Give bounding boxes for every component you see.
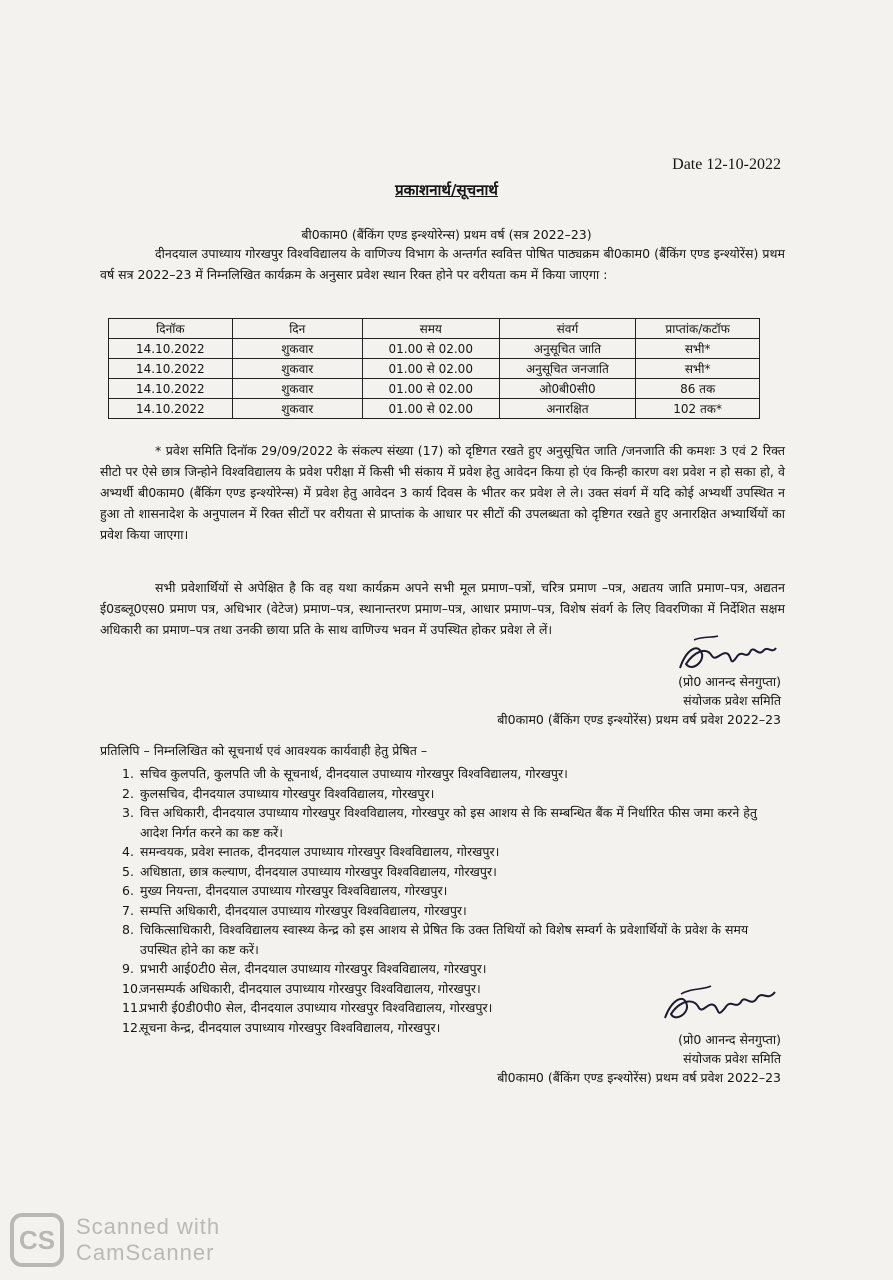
list-text: जनसम्पर्क अधिकारी, दीनदयाल उपाध्याय गोरखपुर विश्वविद्यालय, गोरखपुर। <box>140 980 481 996</box>
list-number: 7. <box>122 902 134 918</box>
cell-date: 14.10.2022 <box>109 399 233 419</box>
list-number: 8. <box>122 922 134 937</box>
document-date: Date 12-10-2022 <box>672 156 781 173</box>
col-header-date: दिनॉक <box>109 319 233 339</box>
table-header-row <box>109 319 760 339</box>
list-number: 10. <box>122 980 142 996</box>
list-text: प्रभारी आई0टी0 सेल, दीनदयाल उपाध्याय गोरखपुर विश्वविद्यालय, गोरखपुर। <box>140 961 487 976</box>
list-number: 12. <box>122 1019 142 1035</box>
table-row <box>109 339 760 359</box>
list-number: 6. <box>122 883 134 898</box>
list-item <box>100 901 760 921</box>
list-text: सचिव कुलपति, कुलपति जी के सूचनार्थ, दीनदयाल उपाध्याय गोरखपुर विश्वविद्यालय, गोरखपुर। <box>140 766 568 781</box>
col-header-time: समय <box>362 319 499 339</box>
list-item <box>100 803 760 842</box>
list-number: 4. <box>122 844 134 859</box>
signatory-program: बी0काम0 (बैंकिंग एण्ड इन्श्योरेंस) प्रथम वर्ष प्रवेश 2022–23 <box>497 712 781 727</box>
col-header-day: दिन <box>232 319 362 339</box>
col-header-category: संवर्ग <box>499 319 636 339</box>
signature-block-2 <box>497 1030 781 1087</box>
list-item <box>100 862 760 882</box>
list-item <box>100 920 760 959</box>
signatory-designation: संयोजक प्रवेश समिति <box>683 1051 781 1066</box>
cell-date: 14.10.2022 <box>109 359 233 379</box>
camscanner-watermark <box>10 1213 220 1267</box>
cell-cutoff: सभी* <box>636 359 760 379</box>
list-item <box>100 881 760 901</box>
intro-paragraph: दीनदयाल उपाध्याय गोरखपुर विश्वविद्यालय के वाणिज्य विभाग के अन्तर्गत स्ववित्त पोषित पाठ्यक्रम बी0काम0 (बैंकिंग एण्ड इन्श्योरेंस) प्रथम वर्ष सत्र 2022–23 में निम्नलिखित कार्यक्रम के अनुसार प्रवेश स्थान रिक्त होने पर वरीयता कम में किया जाएगा : <box>100 246 785 282</box>
cell-category: अनुसूचित जनजाति <box>499 359 636 379</box>
cell-time: 01.00 से 02.00 <box>362 339 499 359</box>
signature-block-1 <box>497 672 781 729</box>
cell-time: 01.00 से 02.00 <box>362 359 499 379</box>
list-number: 11. <box>122 1000 142 1015</box>
list-number: 1. <box>122 766 134 781</box>
camscanner-logo-icon: CS <box>10 1213 64 1267</box>
list-item <box>100 764 760 784</box>
watermark-line-2: CamScanner <box>76 1240 215 1265</box>
list-number: 5. <box>122 863 134 879</box>
cell-day: शुकवार <box>232 399 362 419</box>
list-text: सूचना केन्द्र, दीनदयाल उपाध्याय गोरखपुर विश्वविद्यालय, गोरखपुर। <box>140 1019 441 1035</box>
handwritten-signature-2 <box>655 980 785 1030</box>
table-row <box>109 379 760 399</box>
list-item <box>100 842 760 862</box>
list-text: कुलसचिव, दीनदयाल उपाध्याय गोरखपुर विश्वविद्यालय, गोरखपुर। <box>140 785 435 801</box>
subject-line: बी0काम0 (बैंकिंग एण्ड इन्श्योरेन्स) प्रथम वर्ष (सत्र 2022–23) <box>301 227 592 242</box>
list-text: चिकित्साधिकारी, विश्वविद्यालय स्वास्थ्य केन्द्र को इस आशय से प्रेषित कि उक्त तिथियों को विशेष सम्वर्ग के प्रवेशार्थियों के प्रवेश के समय उपस्थित होने का कष्ट करें। <box>140 922 749 957</box>
cell-category: ओ0बी0सी0 <box>499 379 636 399</box>
table-row <box>109 399 760 419</box>
cell-category: अनुसूचित जाति <box>499 339 636 359</box>
document-heading <box>0 180 893 200</box>
col-header-cutoff: प्राप्तांक/कटॉफ <box>636 319 760 339</box>
list-text: प्रभारी ई0डी0पी0 सेल, दीनदयाल उपाध्याय गोरखपुर विश्वविद्यालय, गोरखपुर। <box>140 1000 493 1015</box>
cell-day: शुकवार <box>232 359 362 379</box>
list-text: वित्त अधिकारी, दीनदयाल उपाध्याय गोरखपुर विश्वविद्यालय, गोरखपुर को इस आशय से कि सम्बन्धित बैंक में निर्धारित फीस जमा करने हेतु आदेश निर्गत करने का कष्ट करें। <box>140 805 758 840</box>
list-text: सम्पत्ति अधिकारी, दीनदयाल उपाध्याय गोरखपुर विश्वविद्यालय, गोरखपुर। <box>140 902 467 918</box>
signatory-designation: संयोजक प्रवेश समिति <box>683 693 781 708</box>
list-text: मुख्य नियन्ता, दीनदयाल उपाध्याय गोरखपुर विश्वविद्यालय, गोरखपुर। <box>140 883 448 898</box>
list-number: 3. <box>122 805 134 820</box>
watermark-line-1: Scanned with <box>76 1214 221 1239</box>
documents-paragraph: सभी प्रवेशार्थियों से अपेक्षित है कि वह यथा कार्यक्रम अपने सभी मूल प्रमाण–पत्रों, चरित्र प्रमाण –पत्र, अद्यतय जाति प्रमाण–पत्र, अद्यतन ई0डब्लू0एस0 प्रमाण पत्र, अधिभार (वेटेज) प्रमाण–पत्र, स्थानान्तरण प्रमाण–पत्र, आधार प्रमाण–पत्र, विशेष संवर्ग के लिए विवरणिका में निर्देशित सक्षम अधिकारी का प्रमाण–पत्र तथा उनकी छाया प्रति के साथ वाणिज्य भवन में उपस्थित होकर प्रवेश ले लें। <box>100 580 785 637</box>
cell-date: 14.10.2022 <box>109 339 233 359</box>
list-text: समन्वयक, प्रवेश स्नातक, दीनदयाल उपाध्याय गोरखपुर विश्वविद्यालय, गोरखपुर। <box>140 844 500 859</box>
copy-to-heading: प्रतिलिपि – निम्नलिखित को सूचनार्थ एवं आवश्यक कार्यवाही हेतु प्रेषित – <box>100 743 428 758</box>
cell-cutoff: सभी* <box>636 339 760 359</box>
schedule-table <box>108 318 760 419</box>
cell-day: शुकवार <box>232 379 362 399</box>
signatory-program: बी0काम0 (बैंकिंग एण्ड इन्श्योरेंस) प्रथम वर्ष प्रवेश 2022–23 <box>497 1070 781 1085</box>
heading-text: प्रकाशनार्थ/सूचनार्थ <box>395 181 498 199</box>
watermark-text <box>76 1214 220 1266</box>
cell-time: 01.00 से 02.00 <box>362 379 499 399</box>
admission-note-paragraph: * प्रवेश समिति दिनॉक 29/09/2022 के संकल्प संख्या (17) को दृष्टिगत रखते हुए अनुसूचित जाति /जनजाति की कमशः 3 एवं 2 रिक्त सीटो पर ऐसे छात्र जिन्होने विश्वविद्यालय के प्रवेश परीक्षा में किसी भी संकाय में प्रवेश हेतु आवेदन किया हो एंव किन्ही कारण वश प्रवेश न हो सका हो, वे अभ्यर्थी बी0काम0 (बैंकिंग एण्ड इन्श्योरेन्स) में प्रवेश हेतु आवेदन 3 कार्य दिवस के भीतर कर प्रवेश ले ले। उक्त संवर्ग में यदि कोई अभ्यर्थी उपस्थित न हुआ तो शासनादेश के अनुपालन में रिक्त सीटों पर वरीयता से प्राप्तांक के आधार पर सीटों की उपलब्धता को दृष्टिगत रखते हुए अनारक्षित अभ्यार्थियों का प्रवेश किया जाएगा। <box>100 443 785 542</box>
list-number: 2. <box>122 785 134 801</box>
cell-cutoff: 102 तक* <box>636 399 760 419</box>
table-row <box>109 359 760 379</box>
list-item <box>100 784 760 804</box>
cell-category: अनारक्षित <box>499 399 636 419</box>
cell-day: शुकवार <box>232 339 362 359</box>
list-item <box>100 959 760 979</box>
list-number: 9. <box>122 961 134 976</box>
cell-date: 14.10.2022 <box>109 379 233 399</box>
list-text: अधिष्ठाता, छात्र कल्याण, दीनदयाल उपाध्याय गोरखपुर विश्वविद्यालय, गोरखपुर। <box>140 863 497 879</box>
cell-time: 01.00 से 02.00 <box>362 399 499 419</box>
cell-cutoff: 86 तक <box>636 379 760 399</box>
signatory-name: (प्रो0 आनन्द सेनगुप्ता) <box>678 1032 781 1047</box>
signatory-name: (प्रो0 आनन्द सेनगुप्ता) <box>678 674 781 689</box>
